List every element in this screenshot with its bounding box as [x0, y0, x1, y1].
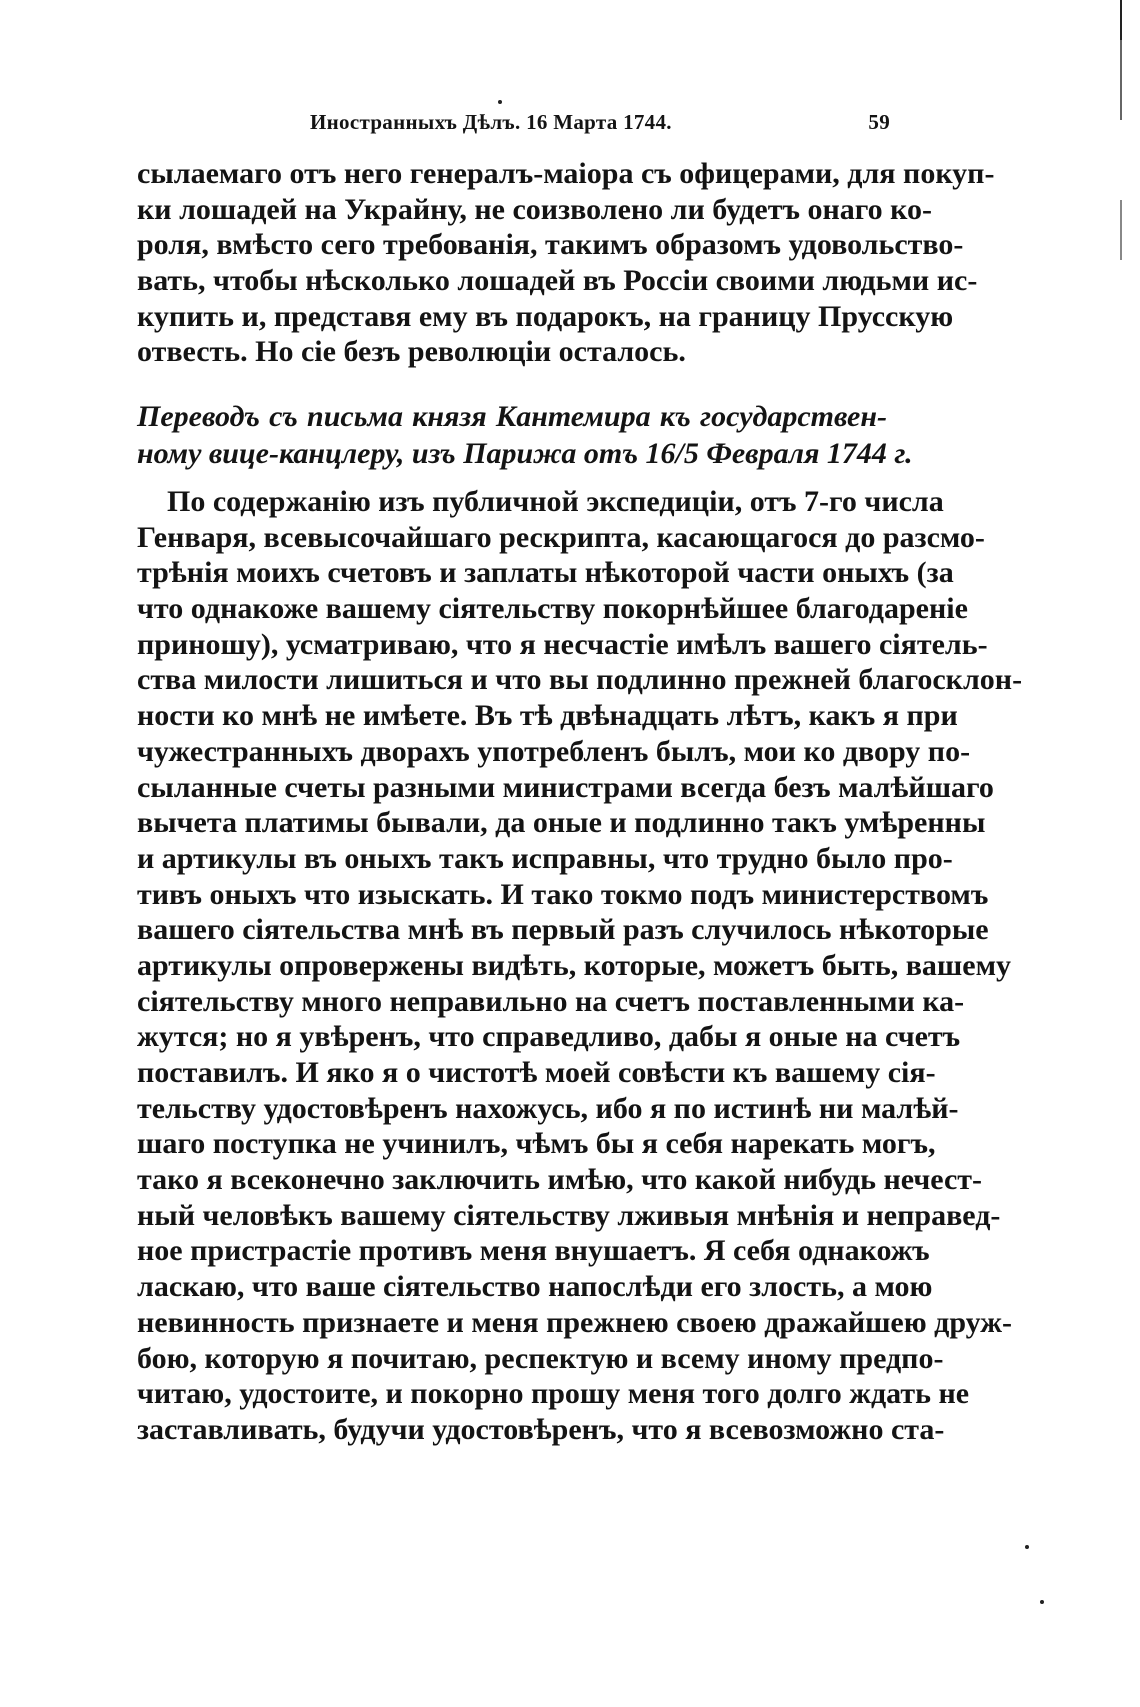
ink-speck	[1040, 1600, 1044, 1604]
ink-speck	[1025, 1545, 1029, 1549]
text-line: По содержанію изъ публичной экспедиціи, отъ 7-го числа	[167, 485, 944, 518]
title-line: ному вице-канцлеру, изъ Парижа отъ 16/5 Февраля 1744 г.	[137, 437, 913, 470]
text-line: ства милости лишиться и что вы подлинно прежней благосклон-	[137, 663, 1023, 697]
letter-title	[137, 398, 913, 472]
page-header	[140, 110, 890, 140]
text-line: Генваря, всевысочайшаго рескрипта, касающагося до разсмо-	[137, 520, 985, 554]
ink-speck	[498, 100, 502, 104]
text-line: вать, чтобы нѣсколько лошадей въ Россіи своими людьми ис-	[137, 264, 978, 298]
text-line: чужестранныхъ дворахъ употребленъ былъ, мои ко двору по-	[137, 734, 971, 768]
text-line: трѣнія моихъ счетовъ и заплаты нѣкоторой части оныхъ (за	[137, 556, 954, 590]
text-line: роля, вмѣсто сего требованія, такимъ образомъ удовольство-	[137, 228, 964, 262]
text-line: приношу), усматриваю, что я несчастіе имѣлъ вашего сіятель-	[137, 627, 988, 661]
text-line: артикулы опровержены видѣть, которые, можетъ быть, вашему	[137, 948, 1011, 982]
text-line: жутся; но я увѣренъ, что справедливо, дабы я оные на счетъ	[137, 1020, 961, 1054]
text-line: читаю, удостоите, и покорно прошу меня того долго ждать не	[137, 1377, 970, 1411]
text-line: бою, которую я почитаю, респектую и всему иному предпо-	[137, 1341, 944, 1375]
text-line: шаго поступка не учинилъ, чѣмъ бы я себя нарекать могъ,	[137, 1127, 936, 1161]
text-line: ное пристрастіе противъ меня внушаетъ. Я себя однакожъ	[137, 1234, 930, 1268]
text-line: вашего сіятельства мнѣ въ первый разъ случилось нѣкоторые	[137, 913, 989, 947]
running-title: Иностранныхъ Дѣлъ. 16 Марта 1744.	[310, 110, 672, 134]
text-line: заставливать, будучи удостовѣренъ, что я всевозможно ста-	[137, 1412, 945, 1446]
text-line: невинность признаете и меня прежнею своею дражайшею друж-	[137, 1305, 1012, 1339]
scan-edge	[1120, 0, 1122, 1707]
text-line: сылаемаго отъ него генералъ-маіора съ офицерами, для покуп-	[137, 157, 995, 190]
paragraph-2	[137, 484, 1023, 1448]
text-line: ности ко мнѣ не имѣете. Въ тѣ двѣнадцать лѣтъ, какъ я при	[137, 699, 958, 733]
text-line: купить и, представя ему въ подарокъ, на границу Прусскую	[137, 299, 954, 333]
text-line: сыланные счеты разными министрами всегда безъ малѣйшаго	[137, 770, 994, 804]
text-line: тако я всеконечно заключить имѣю, что какой нибудь нечест-	[137, 1163, 982, 1197]
page-number: 59	[868, 110, 890, 134]
text-line: поставилъ. И яко я о чистотѣ моей совѣсти къ вашему сія-	[137, 1056, 936, 1089]
text-line: и артикулы въ оныхъ такъ исправны, что трудно было про-	[137, 841, 953, 875]
text-line: сіятельству много неправильно на счетъ поставленными ка-	[137, 984, 965, 1018]
text-line: что однакоже вашему сіятельству покорнѣйшее благодареніе	[137, 592, 968, 626]
paragraph-1	[137, 156, 995, 370]
text-line: вычета платимы бывали, да оные и подлинно такъ умѣренны	[137, 806, 986, 840]
text-line: тивъ оныхъ что изыскать. И тако токмо подъ министерствомъ	[137, 877, 989, 911]
title-line: Переводъ съ письма князя Кантемира къ государствен-	[137, 400, 887, 433]
text-line: ный человѣкъ вашему сіятельству лживыя мнѣнія и неправед-	[137, 1198, 1001, 1232]
text-line: отвесть. Но сіе безъ революціи осталось.	[137, 335, 686, 369]
text-line: ки лошадей на Украйну, не соизволено ли будетъ онаго ко-	[137, 192, 933, 226]
text-line: тельству удостовѣренъ нахожусь, ибо я по истинѣ ни малѣй-	[137, 1091, 959, 1125]
text-line: ласкаю, что ваше сіятельство напослѣди его злость, а мою	[137, 1270, 933, 1304]
